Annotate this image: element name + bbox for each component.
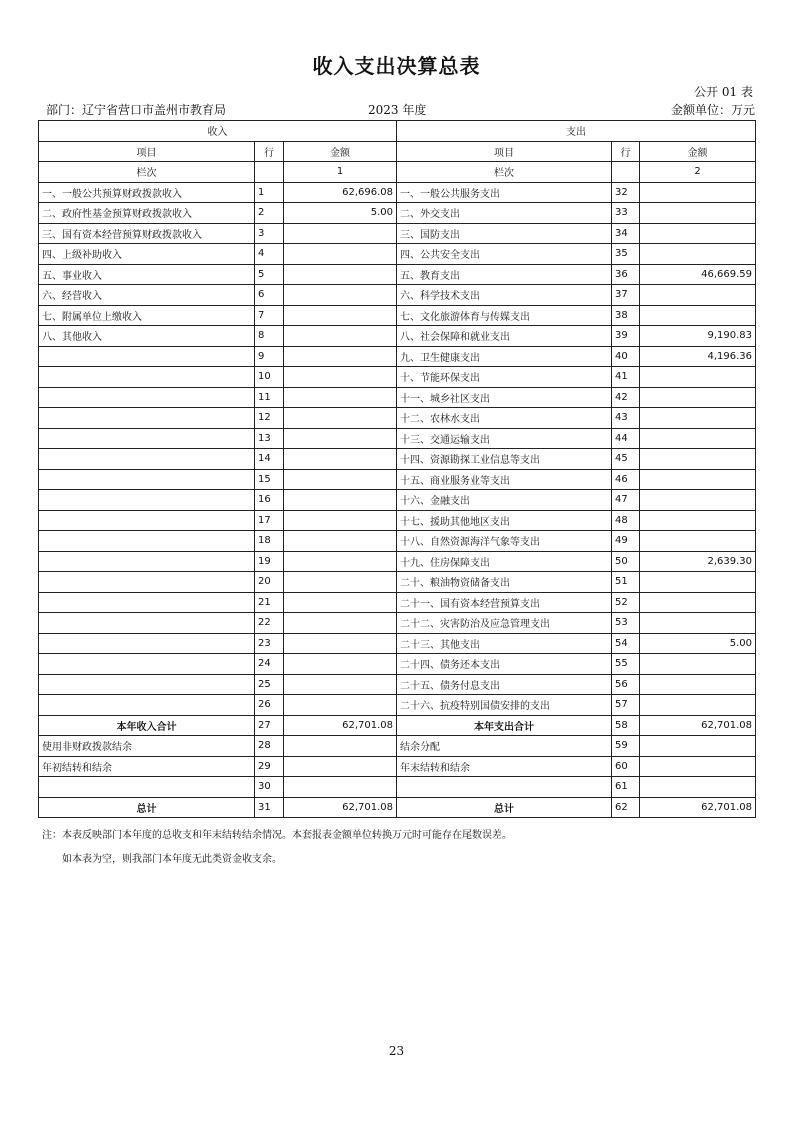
table-row xyxy=(39,203,756,224)
expense-item-cell: 十二、农林水支出 xyxy=(397,408,612,429)
expense-amount-cell xyxy=(640,305,756,326)
expense-item-cell: 十四、资源勘探工业信息等支出 xyxy=(397,449,612,470)
expense-item-cell: 七、文化旅游体育与传媒支出 xyxy=(397,305,612,326)
expense-amount-cell: 9,190.83 xyxy=(640,326,756,347)
income-item-cell: 五、事业收入 xyxy=(39,264,255,285)
expense-item-cell: 九、卫生健康支出 xyxy=(397,346,612,367)
expense-item-cell xyxy=(397,777,612,798)
expense-line-cell: 61 xyxy=(612,777,640,798)
income-amount-cell xyxy=(284,449,397,470)
income-item-cell: 八、其他收入 xyxy=(39,326,255,347)
table-row xyxy=(39,449,756,470)
income-amount-cell xyxy=(284,305,397,326)
expense-item-cell: 十、节能环保支出 xyxy=(397,367,612,388)
column-number-row xyxy=(39,162,756,183)
income-amount-cell xyxy=(284,244,397,265)
income-item-cell: 三、国有资本经营预算财政拨款收入 xyxy=(39,223,255,244)
income-line-cell: 20 xyxy=(255,572,284,593)
table-row xyxy=(39,531,756,552)
income-header: 收入 xyxy=(39,121,397,142)
income-amount-cell xyxy=(284,510,397,531)
income-amount-cell xyxy=(284,633,397,654)
table-row xyxy=(39,326,756,347)
table-row xyxy=(39,715,756,736)
income-amount-cell xyxy=(284,387,397,408)
expense-item-cell: 二十六、抗疫特别国债安排的支出 xyxy=(397,695,612,716)
table-row xyxy=(39,572,756,593)
table-row xyxy=(39,182,756,203)
expense-amount-cell xyxy=(640,736,756,757)
income-item-cell: 七、附属单位上缴收入 xyxy=(39,305,255,326)
expense-amount-cell xyxy=(640,592,756,613)
table-row xyxy=(39,674,756,695)
expense-line-cell: 44 xyxy=(612,428,640,449)
income-amount-cell xyxy=(284,695,397,716)
income-item-cell: 四、上级补助收入 xyxy=(39,244,255,265)
income-line-cell: 23 xyxy=(255,633,284,654)
expense-amount-cell: 46,669.59 xyxy=(640,264,756,285)
expense-line-cell: 34 xyxy=(612,223,640,244)
table-row xyxy=(39,367,756,388)
income-item-cell: 一、一般公共预算财政拨款收入 xyxy=(39,182,255,203)
income-amount-cell xyxy=(284,490,397,511)
expense-item-cell: 一、一般公共服务支出 xyxy=(397,182,612,203)
income-line-header: 行 xyxy=(255,141,284,162)
page-number: 23 xyxy=(388,1044,405,1058)
expense-amount-cell xyxy=(640,449,756,470)
table-row xyxy=(39,285,756,306)
expense-amount-cell xyxy=(640,695,756,716)
expense-item-cell: 十九、住房保障支出 xyxy=(397,551,612,572)
expense-line-cell: 59 xyxy=(612,736,640,757)
table-row xyxy=(39,510,756,531)
income-amount-cell xyxy=(284,531,397,552)
income-line-cell: 8 xyxy=(255,326,284,347)
table-row xyxy=(39,490,756,511)
expense-item-cell: 十五、商业服务业等支出 xyxy=(397,469,612,490)
expense-line-cell: 39 xyxy=(612,326,640,347)
expense-amount-cell xyxy=(640,777,756,798)
income-amount-cell xyxy=(284,367,397,388)
income-line-cell: 16 xyxy=(255,490,284,511)
income-amount-cell xyxy=(284,592,397,613)
expense-line-cell: 43 xyxy=(612,408,640,429)
unit-label: 金额单位：万元 xyxy=(670,103,755,117)
expense-line-cell: 48 xyxy=(612,510,640,531)
expense-item-cell: 四、公共安全支出 xyxy=(397,244,612,265)
income-amount-cell xyxy=(284,756,397,777)
income-amount-header: 金额 xyxy=(284,141,397,162)
expense-item-cell: 十一、城乡社区支出 xyxy=(397,387,612,408)
expense-item-cell: 三、国防支出 xyxy=(397,223,612,244)
expense-item-cell: 二十五、债务付息支出 xyxy=(397,674,612,695)
expense-amount-cell: 62,701.08 xyxy=(640,797,756,818)
income-line-cell: 26 xyxy=(255,695,284,716)
income-line-cell: 15 xyxy=(255,469,284,490)
income-amount-cell xyxy=(284,264,397,285)
income-amount-cell xyxy=(284,408,397,429)
expense-item-cell: 二十二、灾害防治及应急管理支出 xyxy=(397,613,612,634)
income-item-cell xyxy=(39,695,255,716)
income-line-cell: 17 xyxy=(255,510,284,531)
table-row xyxy=(39,428,756,449)
expense-amount-cell: 5.00 xyxy=(640,633,756,654)
income-amount-cell: 62,696.08 xyxy=(284,182,397,203)
table-row xyxy=(39,305,756,326)
expense-amount-cell: 4,196.36 xyxy=(640,346,756,367)
table-row xyxy=(39,736,756,757)
income-amount-cell: 62,701.08 xyxy=(284,715,397,736)
expense-amount-cell xyxy=(640,367,756,388)
expense-line-cell: 38 xyxy=(612,305,640,326)
section-header-row xyxy=(39,121,756,142)
income-item-cell xyxy=(39,469,255,490)
expense-item-cell: 年末结转和结余 xyxy=(397,756,612,777)
income-line-cell: 25 xyxy=(255,674,284,695)
report-meta xyxy=(38,101,755,119)
expense-line-cell: 45 xyxy=(612,449,640,470)
income-amount-cell xyxy=(284,428,397,449)
year-label: 2023 年度 xyxy=(368,103,427,117)
income-item-cell xyxy=(39,408,255,429)
expense-item-cell: 本年支出合计 xyxy=(397,715,612,736)
page-title: 收入支出决算总表 xyxy=(312,54,481,78)
income-item-cell xyxy=(39,490,255,511)
expense-item-cell: 十六、金融支出 xyxy=(397,490,612,511)
expense-line-cell: 47 xyxy=(612,490,640,511)
income-amount-cell xyxy=(284,469,397,490)
expense-amount-cell xyxy=(640,654,756,675)
expense-line-cell: 57 xyxy=(612,695,640,716)
department-label: 部门：辽宁省营口市盖州市教育局 xyxy=(46,103,227,117)
expense-amount-cell xyxy=(640,469,756,490)
expense-item-cell: 二、外交支出 xyxy=(397,203,612,224)
income-item-cell: 二、政府性基金预算财政拨款收入 xyxy=(39,203,255,224)
table-note: 注：本表反映部门本年度的总收支和年末结转结余情况。本套报表金额单位转换万元时可能存在尾数误差。 xyxy=(42,830,512,841)
expense-item-cell: 十八、自然资源海洋气象等支出 xyxy=(397,531,612,552)
income-line-cell: 19 xyxy=(255,551,284,572)
expense-item-cell: 十三、交通运输支出 xyxy=(397,428,612,449)
expense-line-cell: 55 xyxy=(612,654,640,675)
expense-line-cell: 54 xyxy=(612,633,640,654)
income-line-cell: 24 xyxy=(255,654,284,675)
income-item-cell xyxy=(39,613,255,634)
income-amount-cell xyxy=(284,551,397,572)
income-line-cell: 27 xyxy=(255,715,284,736)
expense-amount-cell: 62,701.08 xyxy=(640,715,756,736)
income-line-cell: 11 xyxy=(255,387,284,408)
income-amount-cell xyxy=(284,326,397,347)
expense-item-cell: 八、社会保障和就业支出 xyxy=(397,326,612,347)
expense-line-cell: 52 xyxy=(612,592,640,613)
income-line-cell: 12 xyxy=(255,408,284,429)
expense-line-blank xyxy=(612,162,640,183)
income-amount-cell xyxy=(284,654,397,675)
expense-line-header: 行 xyxy=(612,141,640,162)
income-amount-cell xyxy=(284,572,397,593)
income-line-cell: 28 xyxy=(255,736,284,757)
income-line-cell: 7 xyxy=(255,305,284,326)
income-amount-cell xyxy=(284,674,397,695)
expense-amount-cell xyxy=(640,285,756,306)
table-note-empty: 如本表为空，则我部门本年度无此类资金收支余。 xyxy=(62,854,282,865)
income-item-cell: 总计 xyxy=(39,797,255,818)
table-row xyxy=(39,592,756,613)
income-item-cell xyxy=(39,387,255,408)
table-row xyxy=(39,244,756,265)
income-item-cell: 六、经营收入 xyxy=(39,285,255,306)
income-item-cell xyxy=(39,633,255,654)
expense-line-cell: 42 xyxy=(612,387,640,408)
income-line-cell: 6 xyxy=(255,285,284,306)
expense-amount-cell xyxy=(640,428,756,449)
expense-item-cell: 二十、粮油物资储备支出 xyxy=(397,572,612,593)
income-amount-cell xyxy=(284,285,397,306)
table-row xyxy=(39,797,756,818)
expense-line-cell: 41 xyxy=(612,367,640,388)
expense-item-cell: 六、科学技术支出 xyxy=(397,285,612,306)
income-item-cell xyxy=(39,674,255,695)
expense-amount-cell xyxy=(640,510,756,531)
income-amount-cell xyxy=(284,613,397,634)
income-item-cell xyxy=(39,510,255,531)
expense-item-cell: 二十三、其他支出 xyxy=(397,633,612,654)
income-line-blank xyxy=(255,162,284,183)
table-row xyxy=(39,469,756,490)
income-item-cell xyxy=(39,654,255,675)
income-amount-cell xyxy=(284,223,397,244)
column-header-row xyxy=(39,141,756,162)
table-row xyxy=(39,223,756,244)
expense-amount-cell xyxy=(640,244,756,265)
income-line-cell: 14 xyxy=(255,449,284,470)
expense-item-cell: 十七、援助其他地区支出 xyxy=(397,510,612,531)
income-item-cell xyxy=(39,572,255,593)
table-row xyxy=(39,264,756,285)
expense-item-cell: 结余分配 xyxy=(397,736,612,757)
expense-amount-cell xyxy=(640,182,756,203)
income-line-cell: 22 xyxy=(255,613,284,634)
income-amount-cell xyxy=(284,777,397,798)
expense-line-cell: 37 xyxy=(612,285,640,306)
expense-amount-cell xyxy=(640,572,756,593)
table-row xyxy=(39,654,756,675)
table-row xyxy=(39,613,756,634)
expense-line-cell: 46 xyxy=(612,469,640,490)
expense-line-cell: 53 xyxy=(612,613,640,634)
income-line-cell: 9 xyxy=(255,346,284,367)
expense-amount-header: 金额 xyxy=(640,141,756,162)
table-row xyxy=(39,756,756,777)
expense-item-cell: 二十四、债务还本支出 xyxy=(397,654,612,675)
income-amount-cell xyxy=(284,346,397,367)
income-line-cell: 21 xyxy=(255,592,284,613)
expense-line-cell: 58 xyxy=(612,715,640,736)
expense-amount-cell xyxy=(640,387,756,408)
income-line-cell: 4 xyxy=(255,244,284,265)
table-row xyxy=(39,346,756,367)
income-item-cell xyxy=(39,449,255,470)
income-line-cell: 30 xyxy=(255,777,284,798)
income-item-cell: 本年收入合计 xyxy=(39,715,255,736)
table-row xyxy=(39,551,756,572)
income-line-cell: 1 xyxy=(255,182,284,203)
expense-item-cell: 二十一、国有资本经营预算支出 xyxy=(397,592,612,613)
income-amount-cell: 62,701.08 xyxy=(284,797,397,818)
income-line-cell: 13 xyxy=(255,428,284,449)
income-line-cell: 10 xyxy=(255,367,284,388)
expense-amount-cell xyxy=(640,674,756,695)
expense-header: 支出 xyxy=(397,121,756,142)
expense-line-cell: 33 xyxy=(612,203,640,224)
expense-column-label: 栏次 xyxy=(397,162,612,183)
income-amount-cell: 5.00 xyxy=(284,203,397,224)
expense-amount-cell xyxy=(640,613,756,634)
income-item-cell xyxy=(39,551,255,572)
income-item-cell xyxy=(39,428,255,449)
expense-line-cell: 56 xyxy=(612,674,640,695)
expense-amount-cell xyxy=(640,203,756,224)
expense-amount-cell: 2,639.30 xyxy=(640,551,756,572)
expense-line-cell: 32 xyxy=(612,182,640,203)
income-column-label: 栏次 xyxy=(39,162,255,183)
expense-line-cell: 51 xyxy=(612,572,640,593)
expense-line-cell: 49 xyxy=(612,531,640,552)
income-item-cell: 年初结转和结余 xyxy=(39,756,255,777)
expense-column-number: 2 xyxy=(640,162,756,183)
expense-amount-cell xyxy=(640,408,756,429)
income-item-cell xyxy=(39,777,255,798)
income-line-cell: 18 xyxy=(255,531,284,552)
table-row xyxy=(39,695,756,716)
income-column-number: 1 xyxy=(284,162,397,183)
table-row xyxy=(39,387,756,408)
expense-item-cell: 五、教育支出 xyxy=(397,264,612,285)
expense-line-cell: 60 xyxy=(612,756,640,777)
expense-amount-cell xyxy=(640,490,756,511)
table-row xyxy=(39,633,756,654)
expense-amount-cell xyxy=(640,223,756,244)
expense-amount-cell xyxy=(640,756,756,777)
income-line-cell: 5 xyxy=(255,264,284,285)
income-line-cell: 31 xyxy=(255,797,284,818)
expense-line-cell: 35 xyxy=(612,244,640,265)
table-row xyxy=(39,408,756,429)
income-line-cell: 2 xyxy=(255,203,284,224)
income-item-cell xyxy=(39,531,255,552)
income-item-cell xyxy=(39,367,255,388)
expense-line-cell: 50 xyxy=(612,551,640,572)
expense-item-header: 项目 xyxy=(397,141,612,162)
income-item-cell xyxy=(39,592,255,613)
expense-item-cell: 总计 xyxy=(397,797,612,818)
income-line-cell: 3 xyxy=(255,223,284,244)
income-item-cell: 使用非财政拨款结余 xyxy=(39,736,255,757)
expense-amount-cell xyxy=(640,531,756,552)
summary-table xyxy=(38,120,756,818)
form-number: 公开 01 表 xyxy=(694,85,753,99)
income-item-header: 项目 xyxy=(39,141,255,162)
income-line-cell: 29 xyxy=(255,756,284,777)
table-row xyxy=(39,777,756,798)
expense-line-cell: 40 xyxy=(612,346,640,367)
expense-line-cell: 36 xyxy=(612,264,640,285)
income-item-cell xyxy=(39,346,255,367)
income-amount-cell xyxy=(284,736,397,757)
expense-line-cell: 62 xyxy=(612,797,640,818)
